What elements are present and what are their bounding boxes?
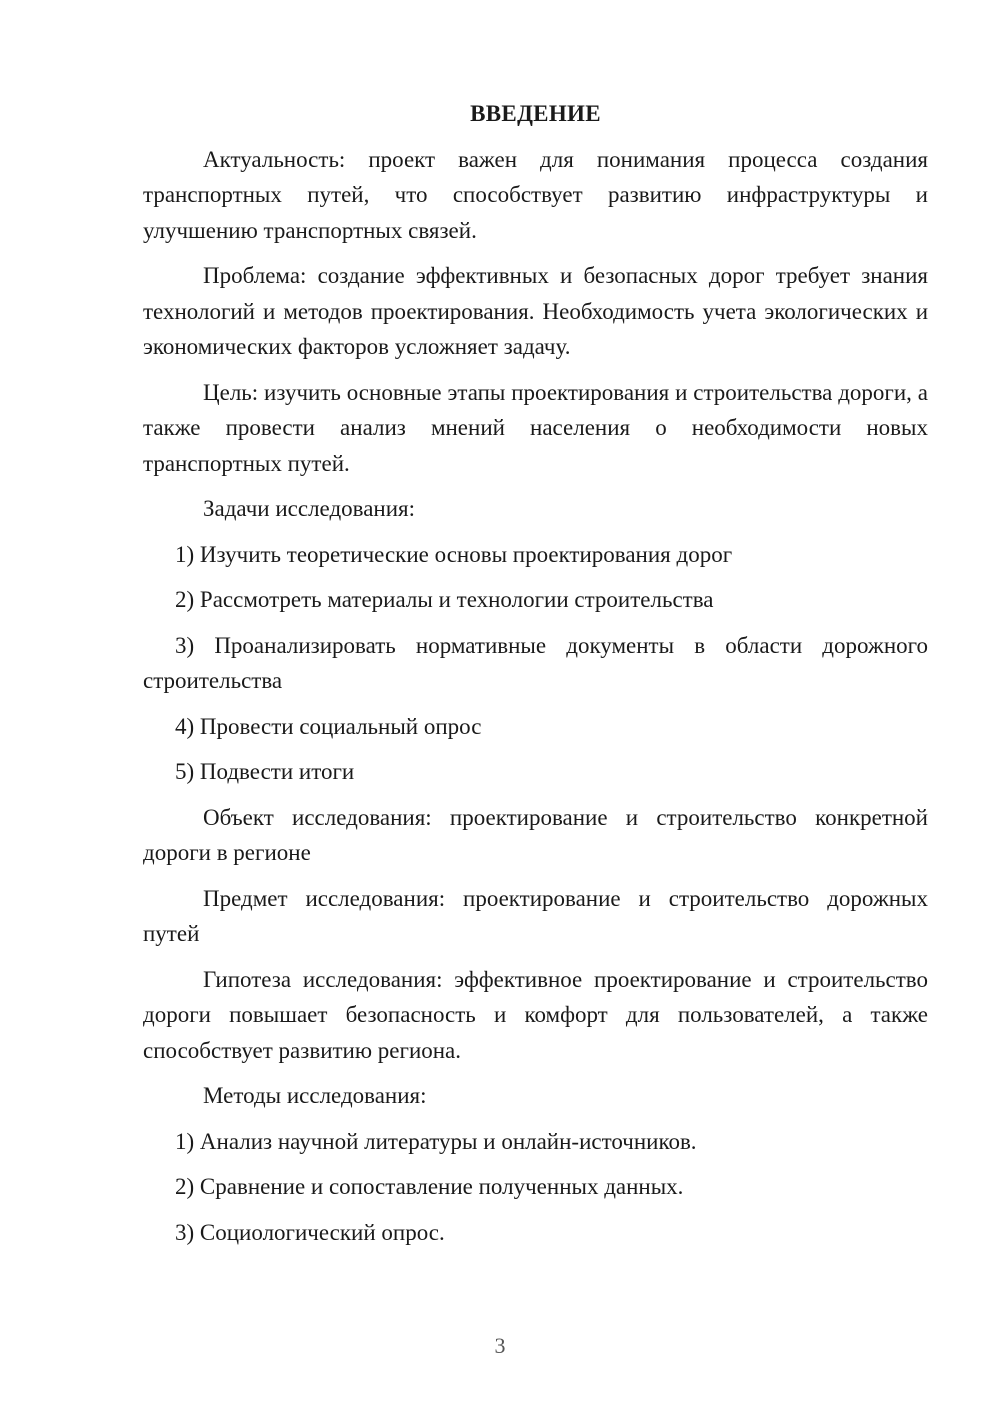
problem-paragraph: Проблема: создание эффективных и безопасных дорог требует знания технологий и методов проектирования. Необходимость учета экологических и экономических факторов усложняет задачу. — [143, 263, 928, 359]
task-item: 3) Проанализировать нормативные документы в области дорожного строительства — [143, 632, 928, 693]
subject-paragraph: Предмет исследования: проектирование и строительство дорожных путей — [143, 885, 928, 946]
task-item: 1) Изучить теоретические основы проектирования дорог — [175, 541, 733, 567]
hypothesis-paragraph: Гипотеза исследования: эффективное проектирование и строительство дороги повышает безопасность и комфорт для пользователей, а также способствует развитию региона. — [143, 966, 928, 1063]
goal-paragraph: Цель: изучить основные этапы проектирования и строительства дороги, а также провести анализ мнений населения о необходимости новых транспортных путей. — [143, 379, 928, 476]
page-content — [143, 96, 928, 1260]
task-item: 5) Подвести итоги — [175, 759, 355, 784]
tasks-heading: Задачи исследования: — [203, 496, 416, 521]
method-item: 3) Социологический опрос. — [175, 1219, 445, 1245]
page-number: 3 — [494, 1333, 506, 1358]
method-item: 1) Анализ научной литературы и онлайн-источников. — [175, 1128, 697, 1154]
object-paragraph: Объект исследования: проектирование и строительство конкретной дороги в регионе — [143, 804, 928, 865]
page-title: ВВЕДЕНИЕ — [470, 101, 601, 126]
task-item: 2) Рассмотреть материалы и технологии строительства — [175, 587, 714, 612]
methods-heading: Методы исследования: — [203, 1083, 427, 1108]
task-item: 4) Провести социальный опрос — [175, 713, 482, 739]
method-item: 2) Сравнение и сопоставление полученных данных. — [175, 1174, 684, 1199]
relevance-paragraph: Актуальность: проект важен для понимания процесса создания транспортных путей, что способствует развитию инфраструктуры и улучшению транспортных связей. — [143, 146, 928, 243]
